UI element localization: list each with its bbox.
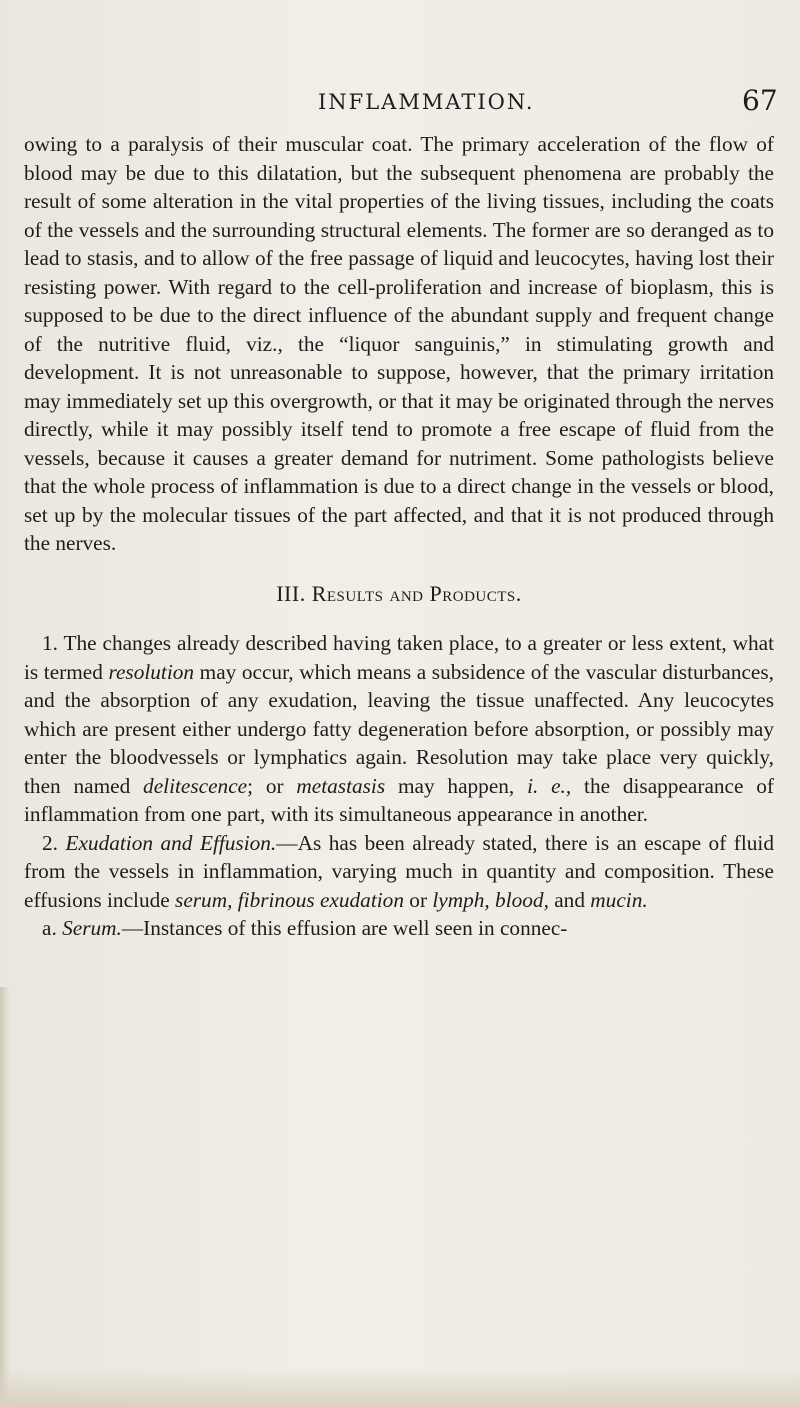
running-head: INFLAMMATION. [318, 90, 535, 114]
abbrev-ie: i. e., [527, 773, 572, 798]
scan-shadow-bottom [0, 1367, 800, 1407]
section-title: Results and Products. [311, 580, 522, 606]
subheading-serum: Serum. [62, 916, 122, 940]
item-number: 2. [42, 830, 66, 855]
page-header [0, 84, 800, 124]
section-heading [24, 580, 774, 609]
paragraph-resolution [24, 629, 774, 829]
subheading-exudation: Exudation and Effusion. [65, 830, 277, 855]
text-run: —As has been already stated, there is an escape of fluid from the vessels in inflammation, varying much in quantity and composition. These effusions include [24, 830, 774, 912]
paragraph-serum [24, 914, 774, 943]
text-run: or [403, 887, 433, 912]
item-letter: a. [42, 916, 63, 940]
text-run: and [548, 887, 591, 912]
text-run: may occur, which means a subsidence of the vascular disturbances, and the absorption of any exudation, leaving the tissue unaffected. Any leucocytes which are present either undergo fatty degeneration before absorption, or possibly may enter the bloodvessels or lymphatics again. Resolution may take place very quickly, then named [24, 659, 774, 798]
term-mucin: mucin. [590, 887, 648, 912]
term-delitescence: delitescence [143, 773, 248, 798]
body-text [24, 130, 774, 943]
term-lymph-blood: lymph, blood, [432, 887, 549, 912]
paragraph-1: owing to a paralysis of their muscular coat. The primary acceleration of the flow of blood may be due to this dilatation, but the subsequent phenomena are probably the result of some alteration in the vital properties of the living tissues, including the coats of the vessels and the surrounding structural elements. The former are so deranged as to lead to stasis, and to allow of the free passage of liquid and leucocytes, having lost their resisting power. With regard to the cell-proliferation and increase of bioplasm, this is supposed to be due to the direct influence of the abundant supply and frequent change of the nutritive fluid, viz., the “liquor sanguinis,” in stimulating growth and development. It is not unreasonable to suppose, however, that the primary irritation may immediately set up this overgrowth, or that it may be originated through the nerves directly, while it may possibly itself tend to promote a free escape of fluid from the vessels, because it causes a greater demand for nutriment. Some pathologists believe that the whole process of inflammation is due to a direct change in the vessels or blood, set up by the molecular tissues of the part affected, and that it is not produced through the nerves. [24, 132, 774, 555]
text-run: —Instances of this effusion are well seen in connec- [121, 916, 568, 940]
paragraph-exudation [24, 829, 774, 915]
term-metastasis: metastasis [296, 773, 386, 798]
text-run: the disappearance of inflammation from one part, with its simultaneous appearance in another. [24, 773, 775, 826]
text-run: may happen, [385, 773, 528, 798]
text-run: 1. The changes already described having taken place, to a greater or less extent, what is termed [24, 631, 774, 684]
page-number: 67 [742, 84, 778, 117]
term-serum-fibrinous: serum, fibrinous exudation [175, 887, 404, 912]
text-run: ; or [247, 773, 297, 798]
scan-shadow-left [0, 987, 10, 1407]
section-numeral: III. [276, 580, 306, 606]
term-resolution: resolution [108, 659, 195, 684]
